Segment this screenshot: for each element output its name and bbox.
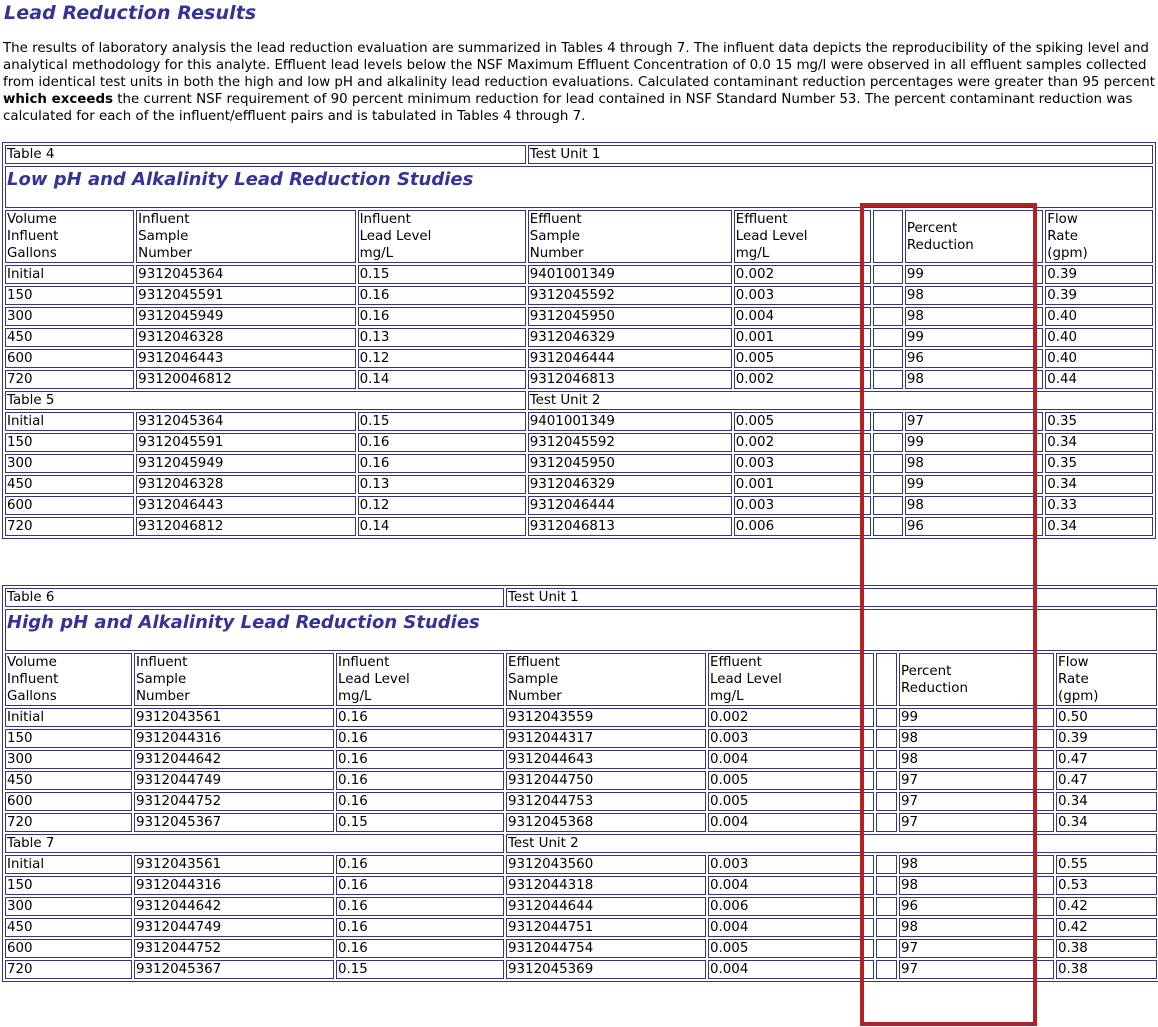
table-row: [5, 708, 1157, 727]
cell-effluent-sample: 9312044754: [506, 939, 706, 958]
col-header-flow-rate: Flow Rate (gpm): [1045, 210, 1153, 263]
table-row: [5, 813, 1157, 832]
blank-cell: [876, 897, 897, 916]
table-row: [5, 876, 1157, 895]
table-row: [5, 750, 1157, 769]
cell-flow-rate: 0.47: [1056, 750, 1157, 769]
cell-effluent-sample: 9312044643: [506, 750, 706, 769]
cell-flow-rate: 0.34: [1045, 475, 1153, 494]
cell-percent-reduction: 99: [905, 265, 1043, 284]
cell-effluent-sample: 9312046813: [528, 370, 732, 389]
cell-flow-rate: 0.35: [1045, 454, 1153, 473]
cell-effluent-lead: 0.005: [708, 939, 874, 958]
cell-influent-sample: 9312044642: [134, 750, 334, 769]
cell-effluent-lead: 0.004: [708, 813, 874, 832]
col-header-influent-sample: Influent Sample Number: [136, 210, 355, 263]
cell-effluent-sample: 9312045592: [528, 433, 732, 452]
cell-influent-lead: 0.16: [336, 876, 504, 895]
cell-volume: 600: [5, 349, 134, 368]
blank-cell: [873, 328, 903, 347]
study-title-row: [5, 609, 1157, 651]
col-header-effluent-lead: Effluent Lead Level mg/L: [708, 653, 874, 706]
cell-effluent-lead: 0.002: [734, 370, 871, 389]
cell-volume: 720: [5, 517, 134, 536]
cell-influent-lead: 0.16: [336, 708, 504, 727]
cell-volume: 450: [5, 771, 132, 790]
table-row: [5, 454, 1153, 473]
cell-flow-rate: 0.40: [1045, 328, 1153, 347]
cell-influent-sample: 9312046443: [136, 349, 355, 368]
cell-volume: 720: [5, 813, 132, 832]
cell-flow-rate: 0.42: [1056, 918, 1157, 937]
cell-flow-rate: 0.34: [1045, 433, 1153, 452]
cell-volume: 150: [5, 433, 134, 452]
blank-cell: [876, 960, 897, 979]
blank-cell: [876, 708, 897, 727]
table-label: Table 5: [5, 391, 526, 410]
table-row: [5, 729, 1157, 748]
cell-influent-sample: 9312046812: [136, 517, 355, 536]
blank-cell: [876, 792, 897, 811]
cell-percent-reduction: 96: [905, 517, 1043, 536]
cell-influent-sample: 9312045364: [136, 412, 355, 431]
blank-header-cell: [873, 210, 903, 263]
study-title-row: [5, 166, 1153, 208]
table-5-label-row: [5, 391, 1153, 410]
cell-flow-rate: 0.34: [1056, 813, 1157, 832]
cell-volume: 150: [5, 286, 134, 305]
cell-influent-sample: 9312044642: [134, 897, 334, 916]
blank-cell: [876, 729, 897, 748]
table-4-label-row: [5, 145, 1153, 164]
cell-influent-lead: 0.15: [336, 960, 504, 979]
cell-influent-sample: 9312044316: [134, 729, 334, 748]
cell-influent-sample: 9312045591: [136, 286, 355, 305]
cell-influent-lead: 0.16: [336, 729, 504, 748]
cell-percent-reduction: 98: [905, 286, 1043, 305]
cell-flow-rate: 0.53: [1056, 876, 1157, 895]
cell-flow-rate: 0.34: [1045, 517, 1153, 536]
col-header-effluent-lead: Effluent Lead Level mg/L: [734, 210, 871, 263]
high-ph-table: [2, 585, 1158, 982]
cell-percent-reduction: 97: [899, 771, 1054, 790]
study-title: Low pH and Alkalinity Lead Reduction Studies: [7, 169, 474, 190]
cell-influent-lead: 0.12: [358, 349, 526, 368]
table-row: [5, 897, 1157, 916]
cell-influent-lead: 0.16: [336, 771, 504, 790]
cell-effluent-sample: 9312044318: [506, 876, 706, 895]
intro-emphasis: which exceeds: [3, 92, 114, 107]
cell-effluent-sample: 9312043559: [506, 708, 706, 727]
intro-text-end: the current NSF requirement of 90 percent minimum reduction for lead contained in NSF Standard Number 53. The percent contaminant reduction was calculated for each of the influent/effluent pairs and is tabulated in Tables 4 through 7.: [3, 92, 1133, 124]
cell-percent-reduction: 97: [899, 792, 1054, 811]
cell-percent-reduction: 96: [899, 897, 1054, 916]
table-7-label-row: [5, 834, 1157, 853]
blank-cell: [876, 876, 897, 895]
cell-effluent-sample: 9312045592: [528, 286, 732, 305]
intro-text: The results of laboratory analysis the lead reduction evaluation are summarized in Tables 4 through 7. The influent data depicts the reproducibility of the spiking level and analytical methodology for this analyte. Effluent lead levels below the NSF Maximum Effluent Concentration of 0.0 15 mg/l were observed in all effluent samples collected from identical test units in both the high and low pH and alkalinity lead reduction evaluations. Calculated contaminant reduction percentages were greater than 95 percent: [3, 41, 1155, 90]
cell-effluent-lead: 0.003: [708, 729, 874, 748]
cell-influent-lead: 0.16: [336, 918, 504, 937]
blank-cell: [873, 433, 903, 452]
cell-effluent-lead: 0.004: [708, 918, 874, 937]
cell-influent-lead: 0.16: [336, 897, 504, 916]
cell-volume: 720: [5, 370, 134, 389]
cell-effluent-sample: 9312044317: [506, 729, 706, 748]
intro-paragraph: [3, 40, 1155, 125]
cell-influent-lead: 0.16: [358, 454, 526, 473]
cell-influent-lead: 0.15: [358, 412, 526, 431]
cell-volume: Initial: [5, 855, 132, 874]
blank-cell: [876, 813, 897, 832]
cell-effluent-lead: 0.004: [708, 876, 874, 895]
blank-cell: [873, 517, 903, 536]
cell-effluent-lead: 0.002: [734, 433, 871, 452]
cell-percent-reduction: 99: [905, 328, 1043, 347]
cell-effluent-sample: 9401001349: [528, 412, 732, 431]
blank-header-cell: [876, 653, 897, 706]
cell-volume: Initial: [5, 412, 134, 431]
col-header-percent-reduction: Percent Reduction: [899, 653, 1054, 706]
cell-influent-lead: 0.14: [358, 370, 526, 389]
table-row: [5, 412, 1153, 431]
cell-percent-reduction: 96: [905, 349, 1043, 368]
cell-effluent-lead: 0.001: [734, 328, 871, 347]
col-header-flow-rate: Flow Rate (gpm): [1056, 653, 1157, 706]
cell-effluent-sample: 9312046444: [528, 496, 732, 515]
blank-cell: [873, 370, 903, 389]
col-header-influent-sample: Influent Sample Number: [134, 653, 334, 706]
cell-flow-rate: 0.38: [1056, 939, 1157, 958]
table-row: [5, 328, 1153, 347]
cell-flow-rate: 0.44: [1045, 370, 1153, 389]
cell-percent-reduction: 99: [905, 475, 1043, 494]
cell-volume: Initial: [5, 265, 134, 284]
cell-influent-sample: 9312045364: [136, 265, 355, 284]
cell-effluent-lead: 0.006: [708, 897, 874, 916]
cell-percent-reduction: 99: [905, 433, 1043, 452]
cell-flow-rate: 0.39: [1045, 265, 1153, 284]
cell-effluent-lead: 0.003: [734, 496, 871, 515]
blank-cell: [873, 496, 903, 515]
blank-cell: [876, 855, 897, 874]
cell-flow-rate: 0.40: [1045, 349, 1153, 368]
col-header-volume: Volume Influent Gallons: [5, 653, 132, 706]
cell-volume: 600: [5, 496, 134, 515]
table-row: [5, 517, 1153, 536]
cell-effluent-lead: 0.004: [734, 307, 871, 326]
col-header-effluent-sample: Effluent Sample Number: [506, 653, 706, 706]
blank-cell: [876, 939, 897, 958]
cell-influent-lead: 0.16: [336, 750, 504, 769]
cell-influent-lead: 0.15: [358, 265, 526, 284]
cell-percent-reduction: 98: [905, 370, 1043, 389]
cell-percent-reduction: 98: [905, 496, 1043, 515]
cell-percent-reduction: 98: [899, 918, 1054, 937]
cell-influent-sample: 9312044752: [134, 939, 334, 958]
cell-percent-reduction: 97: [905, 412, 1043, 431]
cell-percent-reduction: 97: [899, 939, 1054, 958]
cell-effluent-sample: 9312044750: [506, 771, 706, 790]
cell-influent-lead: 0.15: [336, 813, 504, 832]
cell-percent-reduction: 98: [905, 454, 1043, 473]
cell-effluent-lead: 0.005: [734, 349, 871, 368]
table-row: [5, 370, 1153, 389]
blank-cell: [873, 265, 903, 284]
cell-effluent-sample: 9312046329: [528, 475, 732, 494]
cell-influent-sample: 9312043561: [134, 855, 334, 874]
cell-effluent-lead: 0.001: [734, 475, 871, 494]
col-header-effluent-sample: Effluent Sample Number: [528, 210, 732, 263]
table-row: [5, 960, 1157, 979]
table-row: [5, 855, 1157, 874]
cell-effluent-lead: 0.002: [708, 708, 874, 727]
cell-flow-rate: 0.33: [1045, 496, 1153, 515]
cell-effluent-sample: 9312045369: [506, 960, 706, 979]
cell-effluent-lead: 0.006: [734, 517, 871, 536]
cell-influent-sample: 9312044749: [134, 918, 334, 937]
cell-influent-sample: 9312044752: [134, 792, 334, 811]
blank-cell: [876, 918, 897, 937]
table-row: [5, 307, 1153, 326]
cell-influent-sample: 9312045591: [136, 433, 355, 452]
cell-effluent-sample: 9312044644: [506, 897, 706, 916]
page-title: Lead Reduction Results: [4, 2, 257, 24]
col-header-volume: Volume Influent Gallons: [5, 210, 134, 263]
cell-effluent-lead: 0.005: [708, 792, 874, 811]
cell-effluent-sample: 9401001349: [528, 265, 732, 284]
cell-volume: 300: [5, 454, 134, 473]
cell-influent-sample: 9312046328: [136, 475, 355, 494]
blank-cell: [876, 771, 897, 790]
cell-influent-lead: 0.12: [358, 496, 526, 515]
cell-percent-reduction: 97: [899, 960, 1054, 979]
blank-cell: [873, 412, 903, 431]
blank-cell: [873, 307, 903, 326]
cell-volume: 150: [5, 729, 132, 748]
cell-influent-sample: 9312045367: [134, 960, 334, 979]
col-header-influent-lead: Influent Lead Level mg/L: [358, 210, 526, 263]
cell-percent-reduction: 98: [899, 729, 1054, 748]
cell-influent-lead: 0.13: [358, 475, 526, 494]
table-row: [5, 265, 1153, 284]
cell-flow-rate: 0.47: [1056, 771, 1157, 790]
cell-influent-lead: 0.16: [336, 792, 504, 811]
cell-percent-reduction: 98: [899, 876, 1054, 895]
table-label: Table 7: [5, 834, 504, 853]
table-row: [5, 496, 1153, 515]
cell-flow-rate: 0.55: [1056, 855, 1157, 874]
cell-influent-lead: 0.14: [358, 517, 526, 536]
cell-influent-sample: 9312044316: [134, 876, 334, 895]
blank-cell: [873, 454, 903, 473]
cell-volume: 300: [5, 307, 134, 326]
cell-effluent-sample: 9312046329: [528, 328, 732, 347]
table-row: [5, 771, 1157, 790]
study-title: High pH and Alkalinity Lead Reduction Studies: [7, 612, 480, 633]
cell-percent-reduction: 99: [899, 708, 1054, 727]
cell-effluent-sample: 9312043560: [506, 855, 706, 874]
blank-cell: [873, 475, 903, 494]
cell-percent-reduction: 98: [905, 307, 1043, 326]
cell-volume: 450: [5, 328, 134, 347]
cell-percent-reduction: 98: [899, 855, 1054, 874]
cell-volume: 600: [5, 939, 132, 958]
cell-influent-sample: 9312045949: [136, 454, 355, 473]
cell-influent-lead: 0.16: [336, 939, 504, 958]
cell-flow-rate: 0.35: [1045, 412, 1153, 431]
table-row: [5, 792, 1157, 811]
col-header-percent-reduction: Percent Reduction: [905, 210, 1043, 263]
table-label: Table 6: [5, 588, 504, 607]
cell-effluent-lead: 0.003: [708, 855, 874, 874]
test-unit-label: Test Unit 1: [506, 588, 1157, 607]
cell-volume: 450: [5, 475, 134, 494]
cell-flow-rate: 0.39: [1045, 286, 1153, 305]
cell-influent-lead: 0.16: [358, 307, 526, 326]
cell-influent-lead: 0.16: [358, 286, 526, 305]
cell-flow-rate: 0.34: [1056, 792, 1157, 811]
cell-influent-sample: 9312045367: [134, 813, 334, 832]
test-unit-label: Test Unit 2: [506, 834, 1157, 853]
test-unit-label: Test Unit 1: [528, 145, 1153, 164]
cell-volume: 450: [5, 918, 132, 937]
cell-effluent-lead: 0.002: [734, 265, 871, 284]
table-label: Table 4: [5, 145, 526, 164]
cell-flow-rate: 0.40: [1045, 307, 1153, 326]
table-row: [5, 433, 1153, 452]
cell-effluent-lead: 0.005: [708, 771, 874, 790]
cell-volume: 300: [5, 897, 132, 916]
cell-effluent-sample: 9312044753: [506, 792, 706, 811]
cell-influent-lead: 0.16: [358, 433, 526, 452]
cell-flow-rate: 0.42: [1056, 897, 1157, 916]
cell-influent-sample: 9312046443: [136, 496, 355, 515]
cell-volume: 150: [5, 876, 132, 895]
cell-flow-rate: 0.50: [1056, 708, 1157, 727]
cell-effluent-sample: 9312046444: [528, 349, 732, 368]
table-row: [5, 939, 1157, 958]
cell-effluent-sample: 9312045950: [528, 307, 732, 326]
cell-influent-sample: 9312045949: [136, 307, 355, 326]
cell-influent-sample: 93120046812: [136, 370, 355, 389]
table-row: [5, 475, 1153, 494]
cell-flow-rate: 0.38: [1056, 960, 1157, 979]
column-header-row: [5, 653, 1157, 706]
cell-volume: 720: [5, 960, 132, 979]
table-row: [5, 286, 1153, 305]
cell-volume: Initial: [5, 708, 132, 727]
cell-influent-sample: 9312046328: [136, 328, 355, 347]
cell-volume: 600: [5, 792, 132, 811]
cell-flow-rate: 0.39: [1056, 729, 1157, 748]
table-row: [5, 349, 1153, 368]
cell-volume: 300: [5, 750, 132, 769]
cell-effluent-lead: 0.004: [708, 960, 874, 979]
table-6-label-row: [5, 588, 1157, 607]
cell-percent-reduction: 98: [899, 750, 1054, 769]
cell-effluent-lead: 0.005: [734, 412, 871, 431]
cell-effluent-lead: 0.003: [734, 286, 871, 305]
column-header-row: [5, 210, 1153, 263]
table-row: [5, 918, 1157, 937]
test-unit-label: Test Unit 2: [528, 391, 1153, 410]
cell-influent-lead: 0.16: [336, 855, 504, 874]
cell-effluent-sample: 9312046813: [528, 517, 732, 536]
cell-effluent-sample: 9312044751: [506, 918, 706, 937]
cell-effluent-sample: 9312045368: [506, 813, 706, 832]
low-ph-table: [2, 142, 1156, 539]
cell-percent-reduction: 97: [899, 813, 1054, 832]
cell-influent-lead: 0.13: [358, 328, 526, 347]
blank-cell: [873, 349, 903, 368]
blank-cell: [873, 286, 903, 305]
cell-effluent-lead: 0.004: [708, 750, 874, 769]
cell-effluent-lead: 0.003: [734, 454, 871, 473]
cell-influent-sample: 9312043561: [134, 708, 334, 727]
blank-cell: [876, 750, 897, 769]
cell-effluent-sample: 9312045950: [528, 454, 732, 473]
col-header-influent-lead: Influent Lead Level mg/L: [336, 653, 504, 706]
cell-influent-sample: 9312044749: [134, 771, 334, 790]
